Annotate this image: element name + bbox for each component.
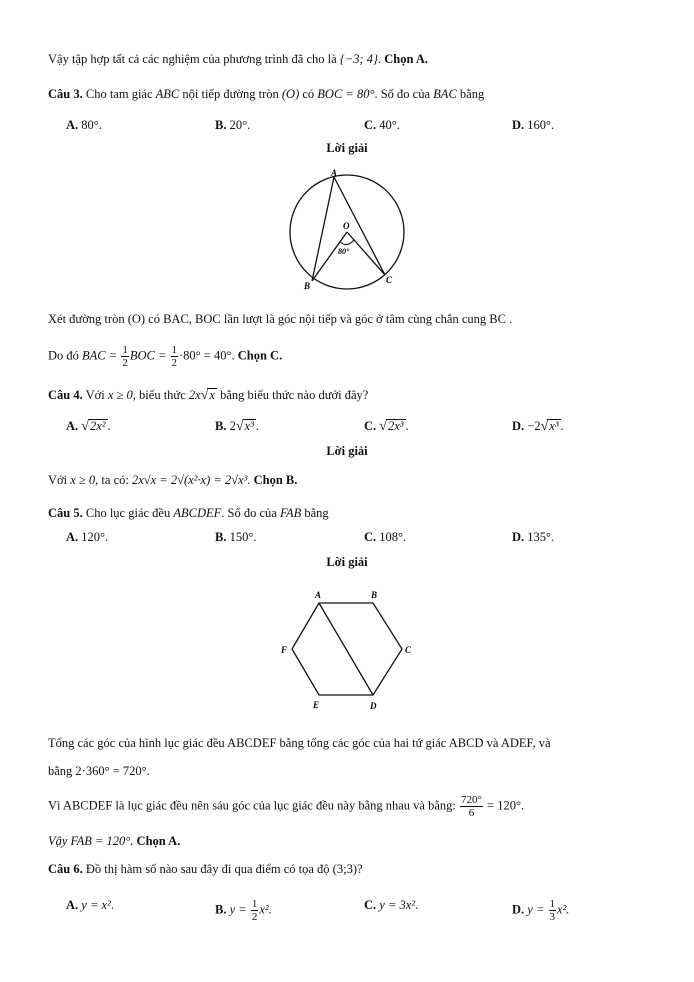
q4-option-d: D. −2√x³ .: [512, 419, 564, 434]
option-value: 120°.: [81, 530, 109, 544]
q4-option-b: B. 2√x³ .: [215, 419, 259, 434]
q5-text: . Số đo của: [221, 506, 280, 520]
label-d: D: [370, 701, 377, 711]
intro-text: Vậy tập hợp tất cả các nghiệm của phương trình đã cho là: [48, 52, 340, 66]
q3-bac: BAC: [433, 87, 457, 101]
q5-solution-line3: [48, 794, 524, 819]
option-letter: B.: [215, 530, 227, 544]
option-letter: B.: [215, 419, 227, 433]
q5-option-b: [215, 530, 256, 545]
fraction-den: 2: [122, 357, 128, 369]
option-value: 20°.: [229, 118, 251, 132]
q3-sol-expr: BAC =: [82, 348, 121, 363]
q3-chon: Chọn C.: [237, 348, 283, 363]
hexagon: [292, 603, 402, 695]
q6-option-d: [512, 898, 569, 923]
diagonal-ad: [319, 603, 373, 695]
option-letter: D.: [512, 902, 525, 917]
q4-sol-text: .: [247, 473, 254, 487]
q4-text: , biểu thức: [132, 388, 189, 402]
option-value: 160°.: [527, 118, 555, 132]
fraction-den: 6: [468, 807, 475, 819]
q5-label: Câu 5.: [48, 506, 83, 520]
q4-solution-line: [48, 473, 297, 488]
label-a: A: [315, 590, 322, 600]
angle-arc: [340, 240, 354, 245]
label-f: F: [281, 645, 288, 655]
q5-option-d: [512, 530, 554, 545]
q5-solution-line2: bằng 2·360° = 720°.: [48, 764, 150, 778]
q3-option-d: [512, 118, 554, 133]
fraction-num: 1: [251, 898, 258, 910]
option-radicand: x³: [244, 419, 254, 433]
option-letter: B.: [215, 902, 227, 917]
q6-option-a: [66, 898, 114, 913]
q3-option-b: [215, 118, 250, 133]
q3-option-c: [364, 118, 400, 133]
option-letter: A.: [66, 118, 79, 132]
option-post: .: [415, 898, 419, 912]
q4-sol-expr: 2x√x = 2√(x²·x) = 2√x³: [131, 473, 248, 487]
q4-expr: 2x: [188, 388, 201, 402]
q6-option-c: [364, 898, 418, 913]
q5-solution-title: Lời giải: [326, 555, 368, 569]
q4-condition: x ≥ 0: [107, 388, 133, 402]
fraction-one-half: [251, 898, 259, 923]
q4-sol-cond: x ≥ 0: [70, 473, 96, 487]
q4-label: Câu 4.: [48, 388, 83, 402]
q5-text: bằng: [301, 506, 329, 520]
option-letter: D.: [512, 118, 525, 132]
q5-statement: [48, 506, 329, 521]
q3-sol-expr: ·80° = 40°.: [179, 348, 238, 363]
option-pre: y = x²: [81, 898, 111, 912]
q6-statement: [48, 862, 363, 877]
option-radicand: 2x³: [387, 419, 404, 433]
q5-solution-line4: [48, 834, 180, 849]
option-letter: D.: [512, 530, 525, 544]
label-e: E: [313, 700, 320, 710]
q6-label: Câu 6.: [48, 862, 83, 876]
angle-label: 80°: [338, 247, 350, 256]
q5-solution-line1: Tổng các góc của hình lục giác đều ABCDEF bằng tổng các góc của hai tứ giác ABCD và ADEF, và: [48, 736, 551, 750]
intro-chon: Chọn A.: [384, 52, 429, 66]
option-letter: A.: [66, 898, 79, 912]
circle-figure: [280, 168, 420, 296]
q3-sol-text: Do đó: [48, 348, 83, 363]
fraction-num: 1: [549, 898, 556, 910]
q5-sol-expr: Vậy FAB = 120°.: [48, 834, 137, 848]
q3-text: Cho tam giác: [82, 87, 156, 101]
segment-ac: [334, 177, 385, 275]
fraction-half: [121, 344, 129, 369]
fraction-den: 2: [171, 357, 178, 369]
q5-option-c: [364, 530, 406, 545]
q5-fab: FAB: [279, 506, 302, 520]
option-pre: y =: [527, 902, 548, 917]
q5-text: Cho lục giác đều: [82, 506, 174, 520]
q3-solution-title: Lời giải: [326, 141, 368, 155]
fraction-den: 3: [549, 911, 556, 923]
label-b: B: [304, 281, 311, 291]
q4-statement: Câu 4. Với x ≥ 0, biểu thức 2x√x bằng biểu thức nào dưới đây?: [48, 388, 369, 403]
option-value: 135°.: [527, 530, 555, 544]
q5-option-a: [66, 530, 108, 545]
option-post: x².: [259, 902, 272, 917]
option-post: x².: [557, 902, 570, 917]
q4-text: Với: [82, 388, 108, 402]
option-value: 40°.: [379, 118, 400, 132]
option-letter: C.: [364, 419, 377, 433]
q3-text: có: [299, 87, 318, 101]
solution-set: {−3; 4}: [339, 52, 379, 66]
q3-solution-line2: [48, 344, 282, 369]
option-letter: D.: [512, 419, 525, 433]
q4-option-c: C. √2x³ .: [364, 419, 409, 434]
option-pre: y = 3x²: [379, 898, 416, 912]
q4-sol-text: , ta có:: [95, 473, 132, 487]
q4-option-a: A. √2x² .: [66, 419, 111, 434]
option-radicand: 2x²: [89, 419, 106, 433]
option-value: 150°.: [229, 530, 257, 544]
option-value: 108°.: [379, 530, 407, 544]
fraction-num: 720°: [461, 794, 482, 806]
option-letter: C.: [364, 530, 377, 544]
hexagon-figure: [275, 585, 425, 717]
option-letter: A.: [66, 419, 79, 433]
fraction-half: [171, 344, 179, 369]
option-post: .: [255, 419, 259, 433]
q3-abc: ABC: [155, 87, 180, 101]
q4-expr-radicand: x: [209, 388, 215, 402]
fraction-one-third: [549, 898, 557, 923]
q3-text: . Số đo của: [374, 87, 434, 101]
fraction-den: 2: [251, 911, 258, 923]
q3-text: bằng: [456, 87, 485, 101]
q4-chon: Chọn B.: [253, 473, 298, 487]
option-post: .: [560, 419, 564, 433]
q3-sol-expr: BOC =: [129, 348, 170, 363]
option-post: .: [107, 419, 111, 433]
option-letter: C.: [364, 118, 377, 132]
q3-circle: (O): [281, 87, 300, 101]
q3-label: Câu 3.: [48, 87, 83, 101]
label-c: C: [386, 275, 393, 285]
q4-text: bằng biểu thức nào dưới đây?: [216, 388, 369, 402]
q3-statement: [48, 87, 484, 102]
intro-line: Vậy tập hợp tất cả các nghiệm của phương trình đã cho là {−3; 4}. Chọn A.: [48, 52, 429, 66]
q3-text: nội tiếp đường tròn: [179, 87, 282, 101]
option-pre: 2: [229, 419, 236, 433]
option-value: 80°.: [81, 118, 102, 132]
q4-solution-title: Lời giải: [326, 444, 368, 458]
q5-hexagon: ABCDEF: [173, 506, 222, 520]
q3-solution-line1: Xét đường tròn (O) có BAC, BOC lần lượt là góc nội tiếp và góc ở tâm cùng chắn cung BC .: [48, 312, 513, 326]
label-b: B: [371, 590, 378, 600]
q5-chon: Chọn A.: [136, 834, 181, 848]
q5-sol-text: = 120°.: [483, 798, 525, 813]
option-pre: −2: [527, 419, 541, 433]
q6-option-b: [215, 898, 272, 923]
option-post: .: [405, 419, 409, 433]
q4-sol-text: Với: [48, 473, 71, 487]
q6-text: Đồ thị hàm số nào sau đây đi qua điểm có tọa độ (3;3)?: [82, 862, 363, 876]
q5-sol-text: Vì ABCDEF là lục giác đều nên sáu góc của lục giác đều này bằng nhau và bằng:: [48, 798, 459, 813]
label-a: A: [331, 168, 338, 178]
q3-condition: BOC = 80°: [317, 87, 375, 101]
q3-option-a: [66, 118, 102, 133]
fraction-num: 1: [122, 344, 128, 356]
label-c: C: [405, 645, 412, 655]
label-o: O: [343, 221, 350, 231]
fraction-num: 1: [171, 344, 178, 356]
option-letter: C.: [364, 898, 377, 912]
fraction-720-6: [460, 794, 483, 819]
option-post: .: [110, 898, 114, 912]
option-radicand: x³: [549, 419, 559, 433]
option-pre: y =: [229, 902, 250, 917]
option-letter: A.: [66, 530, 79, 544]
option-letter: B.: [215, 118, 227, 132]
